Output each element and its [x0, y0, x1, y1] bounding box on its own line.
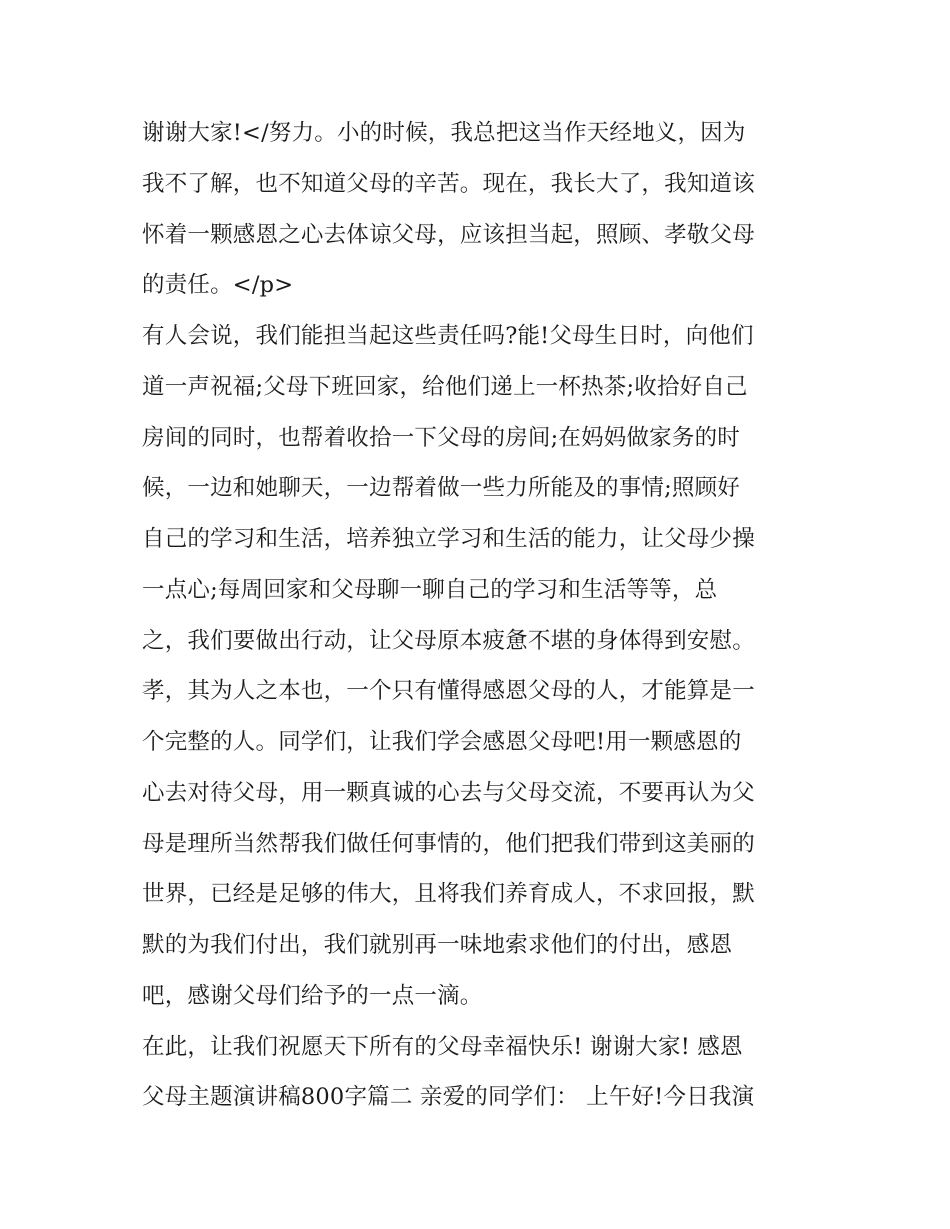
- text-line: 孝，其为人之本也，一个只有懂得感恩父母的人，才能算是一: [142, 678, 755, 704]
- text-line: 自己的学习和生活，培养独立学习和生活的能力，让父母少操: [142, 526, 755, 552]
- text-line: 默的为我们付出，我们就别再一味地索求他们的付出，感恩: [142, 932, 733, 958]
- text-line: 母是理所当然帮我们做任何事情的，他们把我们带到这美丽的: [142, 831, 755, 857]
- text-line: 我不了解，也不知道父母的辛苦。现在，我长大了，我知道该: [142, 171, 755, 197]
- text-line: 个完整的人。同学们，让我们学会感恩父母吧!用一颗感恩的: [142, 729, 742, 755]
- text-line: 的责任。</p>: [142, 272, 294, 298]
- text-line: 有人会说，我们能担当起这些责任吗?能!父母生日时，向他们: [142, 323, 754, 349]
- text-line: 吧，感谢父母们给予的一点一滴。: [142, 983, 483, 1009]
- text-line: 心去对待父母，用一颗真诚的心去与父母交流，不要再认为父: [142, 780, 755, 806]
- text-line: 道一声祝福;父母下班回家，给他们递上一杯热茶;收拾好自己: [142, 374, 748, 400]
- text-line: 谢谢大家!</努力。小的时候，我总把这当作天经地义，因为: [142, 120, 746, 146]
- text-line: 世界，已经是足够的伟大，且将我们养育成人，不求回报，默: [142, 881, 755, 907]
- text-line: 在此，让我们祝愿天下所有的父母幸福快乐! 谢谢大家! 感恩: [142, 1034, 743, 1060]
- text-line: 一点心;每周回家和父母聊一聊自己的学习和生活等等，总: [142, 577, 718, 603]
- text-line: 之，我们要做出行动，让父母原本疲惫不堪的身体得到安慰。: [142, 628, 755, 654]
- text-line: 父母主题演讲稿800字篇二 亲爱的同学们： 上午好!今日我演: [142, 1084, 755, 1110]
- text-line: 候，一边和她聊天，一边帮着做一些力所能及的事情;照顾好: [142, 475, 740, 501]
- text-line: 怀着一颗感恩之心去体谅父母，应该担当起，照顾、孝敬父母: [142, 222, 755, 248]
- text-line: 房间的同时，也帮着收拾一下父母的房间;在妈妈做家务的时: [142, 425, 740, 451]
